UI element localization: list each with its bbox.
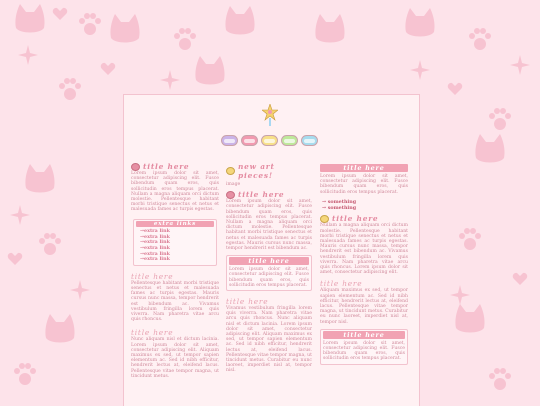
middle-heading-1: new art pieces!	[226, 162, 312, 180]
right-link-2[interactable]: → something	[322, 204, 357, 211]
right-bar-2: title here	[323, 331, 405, 339]
middle-text-3: Vivamus vestibulum fringilla lorem quis viverra. Nam pharetra vitae arcu quis rhoncus. Nunc aliquam nisl et dictum lacinia. Lorem ipsum dolor sit amet, consectetur adipiscing elit. Aliquam maximus ex sed, ut tempor sapien elementum ac. Sed id nibh efficitur, hendrerit lectus at, eleifend lacus. Pellentesque vitae tempor magna, ut tincidunt metus. Curabitur eu nunc laoreet, imperdiet nisl at, tempor nisl.	[226, 306, 312, 374]
middle-box-text: Lorem ipsum dolor sit amet, consectetur adipiscing elit. Fusce bibendum quam eros, quis sollicitudin eros tempus placerat.	[229, 267, 309, 288]
left-text-2: Pellentesque habitant morbi tristique senectus et netus et malesuada fames ac turpis egestas. Mauris cursus nunc massa, tempor hendrerit est bibendum ac. Vivamus vestibulum fringilla lorem quis viverra. Nam pharetra vitae arcu quis rhoncus.	[131, 280, 219, 323]
nav-button-yellow[interactable]	[261, 135, 278, 146]
extra-link-4[interactable]: →extra link	[140, 244, 170, 251]
star-icon	[320, 215, 329, 223]
heart-icon	[226, 191, 235, 199]
middle-heading-2: title here	[226, 190, 312, 199]
extra-links-box	[133, 219, 217, 266]
right-bar1-text: Lorem ipsum dolor sit amet, consectetur adipiscing elit. Fusce bibendum quam eros, quis sollicitudin eros tempus placerat.	[320, 174, 408, 195]
extra-link-1[interactable]: →extra link	[140, 228, 170, 235]
extra-link-5[interactable]: →extra link	[140, 250, 170, 257]
extra-link-2[interactable]: →extra link	[140, 233, 170, 240]
star-icon	[226, 167, 235, 175]
left-heading-1: title here	[131, 162, 219, 171]
left-text-3: Nunc aliquam nisl et dictum lacinia. Lorem ipsum dolor sit amet, consectetur adipiscing elit. Aliquam maximus ex sed, ut tempor sapien elementum ac. Sed id nibh efficitur, hendrerit lectus at, eleifend lacus. Pellentesque vitae tempor magna, ut tincidunt metus.	[131, 337, 219, 379]
extra-link-3[interactable]: →extra link	[140, 239, 170, 246]
nav-buttons	[221, 135, 319, 147]
right-bar-1: title here	[320, 164, 408, 172]
right-box	[320, 329, 408, 365]
middle-box	[226, 255, 312, 291]
right-link-1[interactable]: → something	[322, 198, 357, 205]
heart-icon	[131, 163, 140, 171]
nav-button-purple[interactable]	[221, 135, 238, 146]
middle-heading-3: title here	[226, 297, 269, 307]
left-text-1: Lorem ipsum dolor sit amet, consectetur adipiscing elit. Fusce bibendum quam eros, quis sollicitudin eros tempus placerat. Nullam a magna aliquam orci dictum molestie. Pellentesque habitant morbi tristique senectus et netus et malesuada fames ac turpis egestas.	[131, 171, 219, 213]
right-heading-2: title here	[320, 214, 408, 223]
right-box-text: Lorem ipsum dolor sit amet, consectetur adipiscing elit. Fusce bibendum quam eros, quis sollicitudin eros tempus placerat.	[323, 340, 405, 362]
left-column	[131, 162, 219, 379]
middle-bar-title: title here	[229, 257, 309, 265]
extra-links-title: extra links	[136, 221, 214, 228]
right-text-2: Nullam a magna aliquam orci dictum molestie. Pellentesque habitant morbi tristique senectus et netus et malesuada fames ac turpis egestas. Mauris cursus nunc massa, tempor hendrerit est bibendum ac. Vivamus vestibulum fringilla lorem quis viverra. Nam pharetra vitae arcu quis rhoncus. Lorem ipsum dolor sit amet, consectetur adipiscing elit.	[320, 223, 408, 276]
middle-text-2: Lorem ipsum dolor sit amet, consectetur adipiscing elit. Fusce bibendum quam eros, quis sollicitudin eros tempus placerat. Nullam a magna aliquam orci dictum molestie. Pellentesque habitant morbi tristique senectus et netus et malesuada fames ac turpis egestas. Mauris cursus nunc massa, tempor hendrerit est bibendum ac.	[226, 199, 312, 252]
left-heading-3: title here	[131, 328, 174, 338]
right-column	[320, 164, 408, 365]
nav-button-pink[interactable]	[241, 135, 258, 146]
nav-button-blue[interactable]	[301, 135, 318, 146]
right-text-3: Aliquam maximus ex sed, ut tempor sapien elementum ac. Sed id nibh efficitur, hendrerit lectus at, eleifend lacus. Pellentesque vitae tempor magna, ut tincidunt metus. Curabitur eu nunc laoreet, imperdiet nisl at, tempor nisl.	[320, 288, 408, 325]
left-heading-2: title here	[131, 271, 174, 281]
image-placeholder: image	[226, 182, 241, 187]
extra-link-6[interactable]: →extra link	[140, 256, 170, 263]
middle-column	[226, 162, 312, 374]
right-heading-3: title here	[320, 279, 363, 289]
star-wand-icon	[262, 104, 278, 126]
nav-button-green[interactable]	[281, 135, 298, 146]
